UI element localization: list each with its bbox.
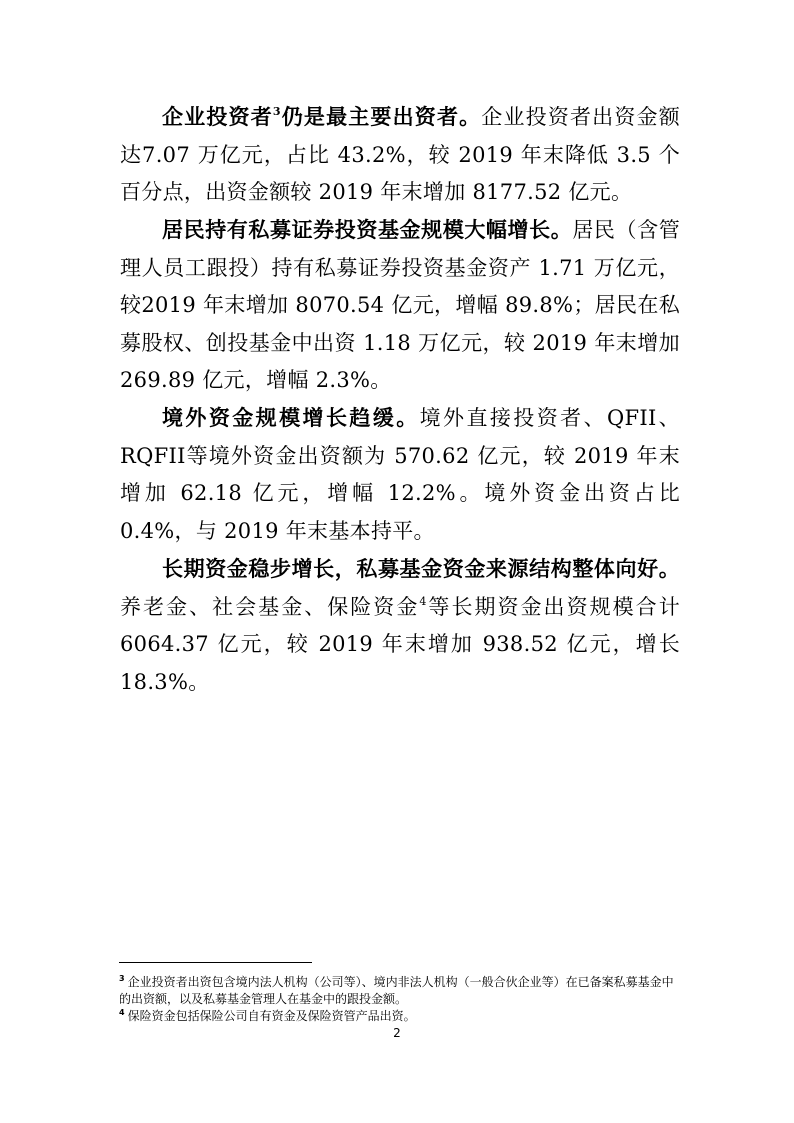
paragraph-body: 境外直接投资者、QFII、RQFII等境外资金出资额为 570.62 亿元，较 2019 年末增加 62.18 亿元，增幅 12.2%。境外资金出资占比 0.4%，与 2019 年末基本持平。 bbox=[120, 406, 680, 543]
paragraph-body: 居民（含管理人员工跟投）持有私募证券投资基金资产 1.71 万亿元，较2019 年末增加 8070.54 亿元，增幅 89.8%；居民在私募股权、创投基金中出资 1.18 万亿元，较 2019 年末增加 269.89 亿元，增幅 2.3%。 bbox=[120, 218, 681, 392]
footnote-4 bbox=[119, 1008, 679, 1025]
footnote-separator bbox=[119, 962, 312, 963]
footnote-ref-3[interactable]: 3 bbox=[272, 105, 281, 118]
footnote-mark: 4 bbox=[119, 1008, 125, 1017]
paragraph-long-term-funds bbox=[120, 550, 680, 701]
paragraph-body-pre: 养老金、社会基金、保险资金 bbox=[120, 594, 420, 619]
footnote-3 bbox=[119, 974, 679, 1008]
footnote-mark: 3 bbox=[119, 974, 125, 983]
paragraph-heading: 居民持有私募证券投资基金规模大幅增长。 bbox=[162, 217, 573, 242]
footnote-text: 企业投资者出资包含境内法人机构（公司等）、境内非法人机构（一般合伙企业等）在已备案私募基金中的出资额，以及私募基金管理人在基金中的跟投金额。 bbox=[119, 975, 674, 1006]
paragraph-resident-holdings bbox=[120, 211, 680, 400]
paragraph-foreign-funds bbox=[120, 399, 680, 550]
footnote-ref-4[interactable]: 4 bbox=[419, 594, 427, 608]
footnotes bbox=[119, 974, 679, 1025]
paragraph-heading: 境外资金规模增长趋缓。 bbox=[162, 405, 420, 430]
heading-text-tail: 仍是最主要出资者。 bbox=[280, 104, 482, 129]
paragraph-heading: 长期资金稳步增长，私募基金资金来源结构整体向好。 bbox=[162, 556, 680, 581]
footnote-text: 保险资金包括保险公司自有资金及保险资管产品出资。 bbox=[127, 1009, 416, 1023]
paragraph-enterprise-investors bbox=[120, 98, 680, 212]
heading-text: 企业投资者 bbox=[162, 104, 273, 129]
paragraph-body-post: 等长期资金出资规模合计6064.37 亿元，较 2019 年末增加 938.52 亿元，增长 18.3%。 bbox=[120, 594, 680, 694]
paragraph-body: 企业投资者出资金额达7.07 万亿元，占比 43.2%，较 2019 年末降低 3.5 个百分点，出资金额较 2019 年末增加 8177.52 亿元。 bbox=[120, 105, 680, 204]
paragraph-heading bbox=[162, 104, 481, 129]
page-number: 2 bbox=[393, 1026, 401, 1040]
